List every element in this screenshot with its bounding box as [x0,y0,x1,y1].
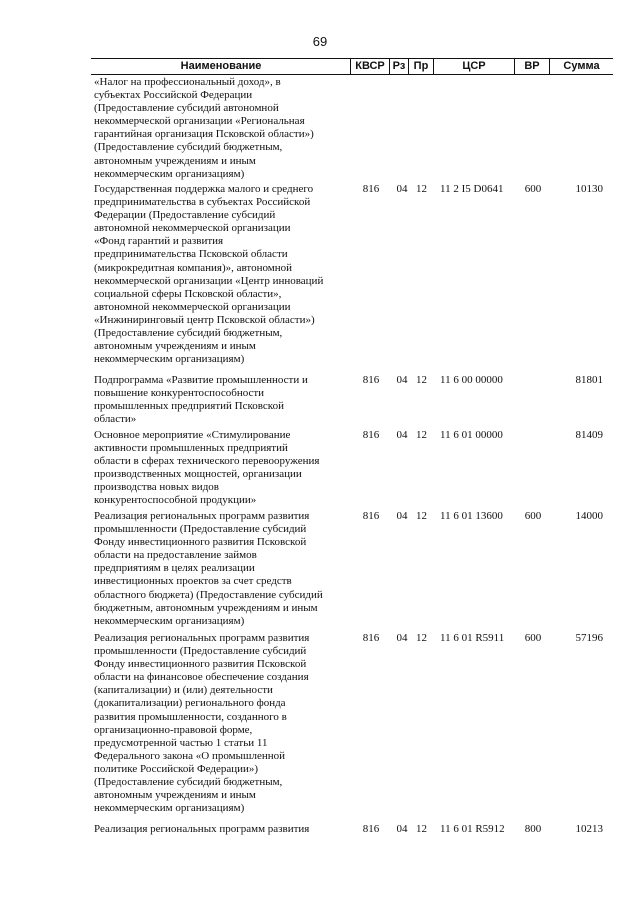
header-pr: Пр [413,60,429,72]
row-name: Реализация региональных программ развития промышленности (Предоставление субсидий Фонду инвестиционного развития Псковской области на предоставление займов предприятиям в целях реализации инвестиционных проектов за счет средств областного бюджета) (Предоставление субсидий бюджетным, автономным учреждениям и иным некоммерческим организациям) [94,510,323,627]
row-vr: 600 [524,632,542,644]
header-csr: ЦСР [462,60,486,72]
row-csr: 11 6 00 00000 [440,374,503,386]
row-kvsr: 816 [362,823,380,835]
row-pr: 12 [416,429,427,441]
row-csr: 11 6 01 13600 [440,510,503,522]
row-pr: 12 [416,183,427,195]
row-sum: 57196 [575,632,603,644]
row-name: Основное мероприятие «Стимулирование активности промышленных предприятий области в сферах технического перевооружения производственных мощностей, организации производства новых видов конкурентоспособной продукции» [94,429,320,507]
row-sum: 10130 [575,183,603,195]
row-kvsr: 816 [362,429,380,441]
row-name: Реализация региональных программ развития промышленности (Предоставление субсидий Фонду инвестиционного развития Псковской области на финансовое обеспечение создания (капитализации) и (или) деятельности (докапитализации) регионального фонда развития промышленности, созданного в организационно-правовой форме, предусмотренной частью 1 статьи 11 Федерального закона «О промышленной политике Российской Федерации») (Предоставление субсидий бюджетным, автономным учреждениям и иным некоммерческим организациям) [94,632,310,815]
header-rz: Рз [392,60,406,72]
row-rz: 04 [396,632,408,644]
row-vr: 600 [524,183,542,195]
header-sum: Сумма [563,60,600,72]
row-sum: 81801 [575,374,603,386]
row-sum: 14000 [575,510,603,522]
row-kvsr: 816 [362,510,380,522]
row-name: «Налог на профессиональный доход», в субъектах Российской Федерации (Предоставление субсидий автономной некоммерческой организации «Региональная гарантийная организация Псковской области») (Предоставление субсидий бюджетным, автономным учреждениям и иным некоммерческим организациям) [94,76,314,180]
row-vr: 800 [524,823,542,835]
row-sum: 81409 [575,429,603,441]
page-number: 69 [312,34,328,49]
row-rz: 04 [396,823,408,835]
header-name: Наименование [180,60,262,72]
row-vr: 600 [524,510,542,522]
row-csr: 11 6 01 R5911 [440,632,505,644]
row-rz: 04 [396,374,408,386]
row-csr: 11 2 I5 D0641 [440,183,504,195]
header-vr: ВР [524,60,540,72]
row-rz: 04 [396,183,408,195]
row-pr: 12 [416,374,427,386]
header-kvsr: КВСР [355,60,385,72]
table-header [91,58,613,75]
row-rz: 04 [396,429,408,441]
row-name: Реализация региональных программ развития [94,823,310,835]
row-csr: 11 6 01 R5912 [440,823,505,835]
row-kvsr: 816 [362,632,380,644]
row-sum: 10213 [575,823,603,835]
row-pr: 12 [416,823,427,835]
row-pr: 12 [416,632,427,644]
row-name: Подпрограмма «Развитие промышленности и повышение конкурентоспособности промышленных предприятий Псковской области» [94,374,308,426]
row-kvsr: 816 [362,374,380,386]
row-rz: 04 [396,510,408,522]
row-name: Государственная поддержка малого и среднего предпринимательства в субъектах Российской Федерации (Предоставление субсидий автономной некоммерческой организации «Фонд гарантий и развития предпринимательства Псковской области (микрокредитная компания)», автономной некоммерческой организации «Центр инноваций социальной сферы Псковской области», автономной некоммерческой организации «Инжиниринговый центр Псковской области») (Предоставление субсидий бюджетным, автономным учреждениям и иным некоммерческим организациям) [94,183,324,366]
row-csr: 11 6 01 00000 [440,429,503,441]
row-pr: 12 [416,510,427,522]
row-kvsr: 816 [362,183,380,195]
